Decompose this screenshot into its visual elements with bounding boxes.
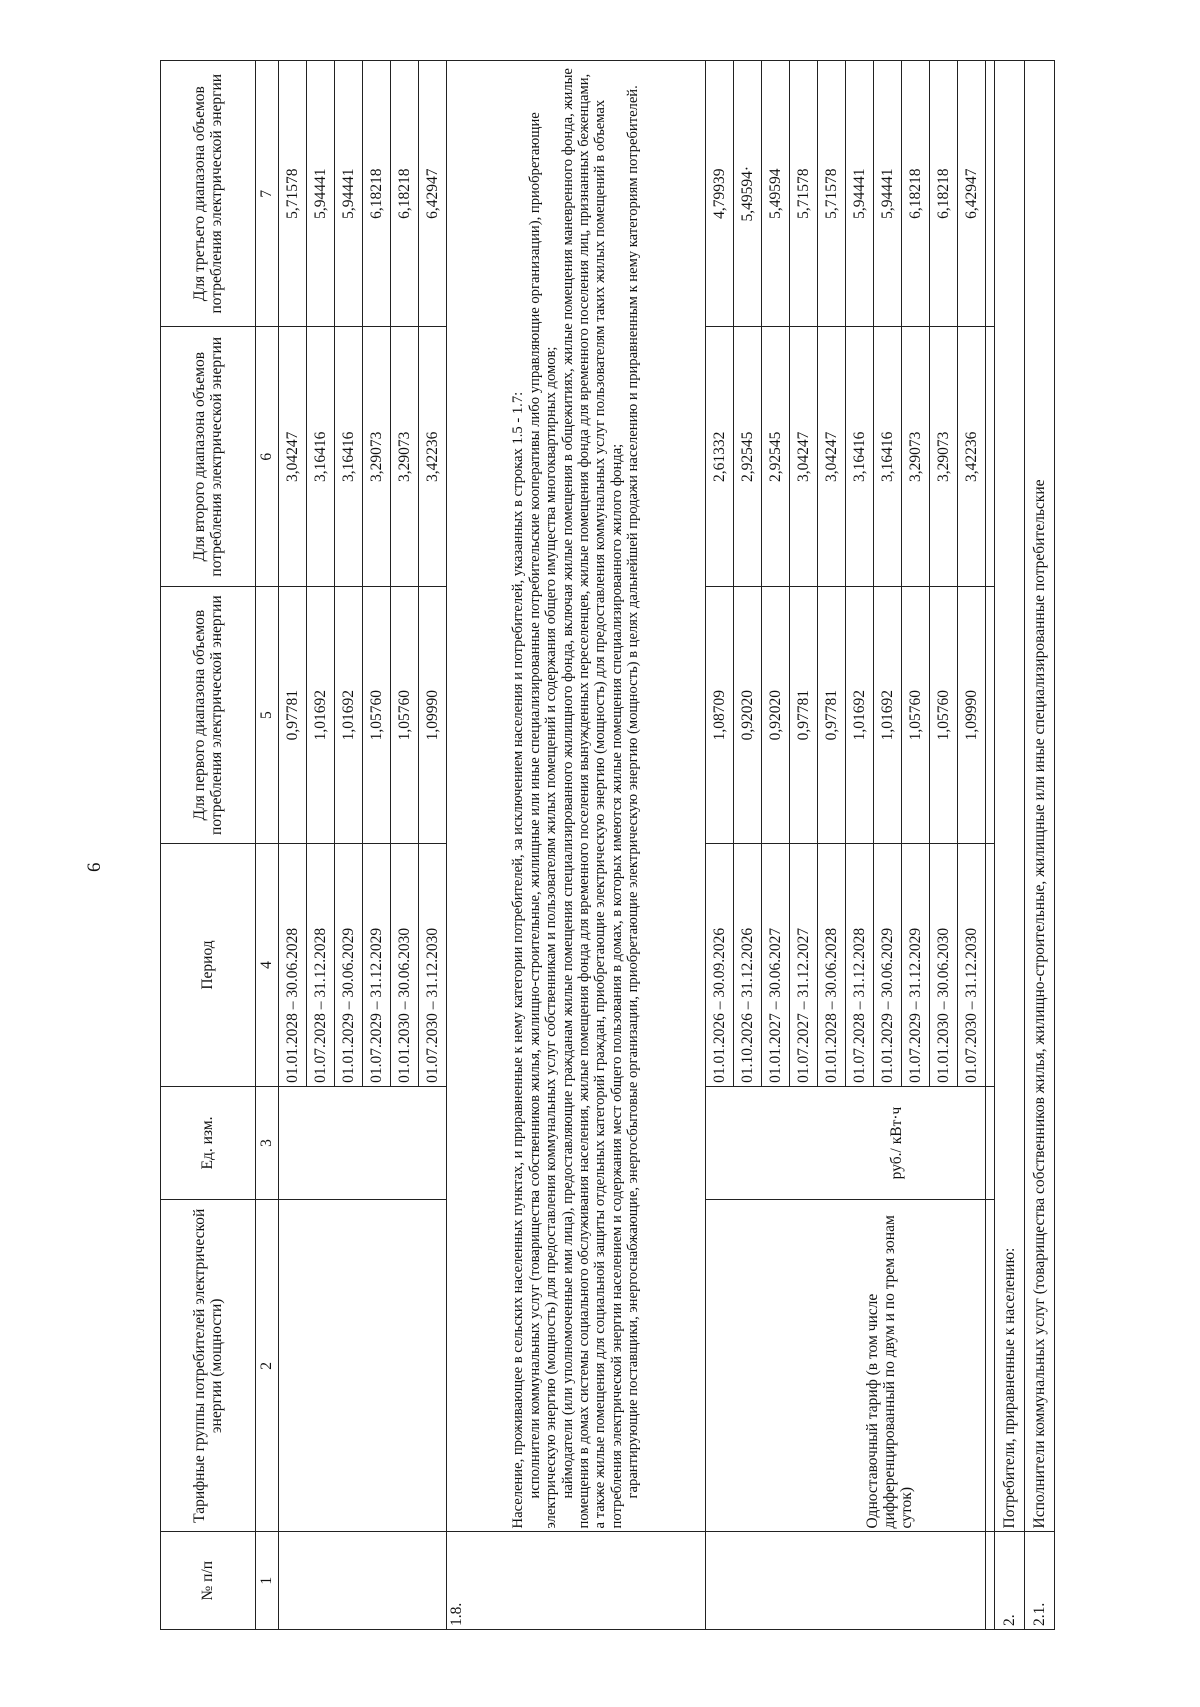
value-range-3: 6,18218 — [363, 61, 391, 327]
header-range-1: Для первого диапазона объемов потребления электрической энергии — [161, 587, 256, 844]
section-title: Исполнители коммунальных услуг (товарищества собственников жилья, жилищно-строительные, жилищные или иные специализированные потребительские — [1025, 61, 1055, 1532]
section-title: Потребители, приравненные к населению: — [995, 61, 1025, 1532]
value-range-2: 2,92545 — [734, 327, 762, 587]
value-range-2: 3,16416 — [307, 327, 335, 587]
index-cell: 6 — [256, 327, 279, 587]
index-cell: 3 — [256, 1086, 279, 1199]
num-cell-empty — [279, 1532, 447, 1630]
value-range-2: 3,16416 — [846, 327, 874, 587]
unit-cell-empty — [279, 1086, 447, 1199]
section-paragraph: наймодатели (или уполномоченные ими лица), предоставляющие гражданам жилые помещения специализированного жилищного фонда, включая жилые помещения в общежитиях, жилые помещения маневренного фонда, жилые помещения в домах системы социального обслуживания населения, жилые помещения фонда для временного поселения вынужденных переселенцев, жилые помещения фонда для временного поселения лиц, признанных беженцами, а также жилые помещения для социальной защиты отдельных категорий граждан, приобретающие электрическую энергию (мощность) для предоставления коммунальных услуг пользователям таких жилых помещений в объемах потребления электрической энергии населением и содержания мест общего пользования в домах, в которых имеются жилые помещения специализированного жилого фонда; — [559, 68, 625, 1529]
value-range-1: 1,01692 — [335, 587, 363, 844]
value-range-3: 5,49594 — [762, 61, 790, 327]
period-cell: 01.07.2029 – 31.12.2029 — [363, 844, 391, 1087]
section-description — [447, 61, 706, 1532]
value-range-2: 3,04247 — [818, 327, 846, 587]
section-num: 1.8. — [447, 1532, 706, 1630]
unit-cell: руб./ кВт·ч — [706, 1086, 986, 1199]
value-range-1: 1,05760 — [363, 587, 391, 844]
table-row — [279, 61, 307, 1630]
value-range-2: 3,16416 — [335, 327, 363, 587]
value-range-2: 3,29073 — [930, 327, 958, 587]
value-range-1: 0,92020 — [762, 587, 790, 844]
period-cell: 01.07.2030 – 31.12.2030 — [419, 844, 447, 1087]
value-range-3: 6,42947 — [419, 61, 447, 327]
value-range-3: 6,18218 — [930, 61, 958, 327]
header-range-2: Для второго диапазона объемов потребления электрической энергии — [161, 327, 256, 587]
index-cell: 5 — [256, 587, 279, 844]
section-1-8-row — [447, 61, 706, 1630]
value-range-1: 1,01692 — [846, 587, 874, 844]
value-range-1: 0,97781 — [818, 587, 846, 844]
header-period: Период — [161, 844, 256, 1087]
period-cell: 01.07.2027 – 31.12.2027 — [790, 844, 818, 1087]
value-range-3: 5,94441 — [846, 61, 874, 327]
period-cell: 01.01.2028 – 30.06.2028 — [818, 844, 846, 1087]
index-cell: 1 — [256, 1532, 279, 1630]
tariff-table-rotated — [160, 60, 1055, 1630]
page-number: 6 — [84, 862, 105, 872]
value-range-3: 4,79939 — [706, 61, 734, 327]
section-2-1-row — [1025, 61, 1055, 1630]
section-2-row — [995, 61, 1025, 1630]
section-paragraph: Население, проживающее в сельских населенных пунктах, и приравненные к нему категории потребителей, за исключением населения и потребителей, указанных в строках 1.5 - 1.7: — [510, 391, 527, 1529]
value-range-2: 3,42236 — [958, 327, 986, 587]
value-range-1: 1,05760 — [391, 587, 419, 844]
value-range-2: 3,04247 — [279, 327, 307, 587]
value-range-1: 1,05760 — [902, 587, 930, 844]
section-paragraph: гарантирующие поставщики, энергоснабжающие, энергосбытовые организации, приобретающие электрическую энергию (мощность) в целях дальнейшей продажи населению и приравненным к нему категориям потребителей. — [625, 85, 642, 1499]
value-range-3: 5,94441 — [874, 61, 902, 327]
index-cell: 4 — [256, 844, 279, 1087]
value-range-1: 0,97781 — [790, 587, 818, 844]
value-range-1: 1,09990 — [958, 587, 986, 844]
period-cell: 01.01.2027 – 30.06.2027 — [762, 844, 790, 1087]
value-range-3: 6,18218 — [391, 61, 419, 327]
value-range-2: 2,92545 — [762, 327, 790, 587]
spacer-cell — [986, 61, 995, 327]
value-range-2: 3,16416 — [874, 327, 902, 587]
period-cell: 01.01.2028 – 30.06.2028 — [279, 844, 307, 1087]
value-range-2: 3,29073 — [363, 327, 391, 587]
tariff-table — [160, 60, 1055, 1630]
period-cell: 01.01.2030 – 30.06.2030 — [391, 844, 419, 1087]
value-range-3: 5,71578 — [818, 61, 846, 327]
value-range-2: 3,04247 — [790, 327, 818, 587]
spacer-cell — [986, 1200, 995, 1532]
value-range-3: 5,94441 — [335, 61, 363, 327]
header-num: № п/п — [161, 1532, 256, 1630]
header-group: Тарифные группы потребителей электрической энергии (мощности) — [161, 1200, 256, 1532]
value-range-1: 1,09990 — [419, 587, 447, 844]
value-range-3: 6,42947 — [958, 61, 986, 327]
spacer-cell — [986, 1086, 995, 1199]
value-range-1: 0,97781 — [279, 587, 307, 844]
value-range-2: 3,29073 — [391, 327, 419, 587]
period-cell: 01.07.2028 – 31.12.2028 — [846, 844, 874, 1087]
index-cell: 7 — [256, 61, 279, 327]
column-index-row — [256, 61, 279, 1630]
value-range-3: 5,94441 — [307, 61, 335, 327]
header-unit: Ед. изм. — [161, 1086, 256, 1199]
value-range-1: 0,92020 — [734, 587, 762, 844]
period-cell: 01.01.2030 – 30.06.2030 — [930, 844, 958, 1087]
tariff-label: Одноставочный тариф (в том числе дифференцированный по двум и по трем зонам суток) — [706, 1200, 986, 1532]
period-cell: 01.07.2028 – 31.12.2028 — [307, 844, 335, 1087]
period-cell: 01.01.2029 – 30.06.2029 — [874, 844, 902, 1087]
section-num: 2.1. — [1025, 1532, 1055, 1630]
period-cell: 01.10.2026 – 31.12.2026 — [734, 844, 762, 1087]
spacer-cell — [986, 844, 995, 1087]
section-paragraph: исполнители коммунальных услуг (товарищества собственников жилья, жилищно-строительные, жилищные или иные специализированные потребительские кооперативы либо управляющие организации), приобретающие электрическую энергию (мощность) для предоставления коммунальных услуг собственникам и пользователям жилых помещений и содержания общего имущества многоквартирных домов; — [526, 112, 560, 1529]
value-range-3: 5,71578 — [279, 61, 307, 327]
value-range-2: 3,42236 — [419, 327, 447, 587]
value-range-2: 3,29073 — [902, 327, 930, 587]
period-cell: 01.07.2029 – 31.12.2029 — [902, 844, 930, 1087]
value-range-3: 5,71578 — [790, 61, 818, 327]
index-cell: 2 — [256, 1200, 279, 1532]
value-range-1: 1,05760 — [930, 587, 958, 844]
table-row — [706, 61, 734, 1630]
header-row — [161, 61, 256, 1630]
value-range-1: 1,08709 — [706, 587, 734, 844]
value-range-3: 6,18218 — [902, 61, 930, 327]
group-cell-empty — [279, 1200, 447, 1532]
header-range-3: Для третьего диапазона объемов потребления электрической энергии — [161, 61, 256, 327]
spacer-row — [986, 61, 995, 1630]
period-cell: 01.01.2029 – 30.06.2029 — [335, 844, 363, 1087]
value-range-1: 1,01692 — [307, 587, 335, 844]
value-range-3: 5,49594· — [734, 61, 762, 327]
period-cell: 01.07.2030 – 31.12.2030 — [958, 844, 986, 1087]
num-cell-empty — [706, 1532, 986, 1630]
value-range-1: 1,01692 — [874, 587, 902, 844]
period-cell: 01.01.2026 – 30.09.2026 — [706, 844, 734, 1087]
spacer-cell — [986, 587, 995, 844]
spacer-cell — [986, 327, 995, 587]
spacer-cell — [986, 1532, 995, 1630]
section-num: 2. — [995, 1532, 1025, 1630]
value-range-2: 2,61332 — [706, 327, 734, 587]
